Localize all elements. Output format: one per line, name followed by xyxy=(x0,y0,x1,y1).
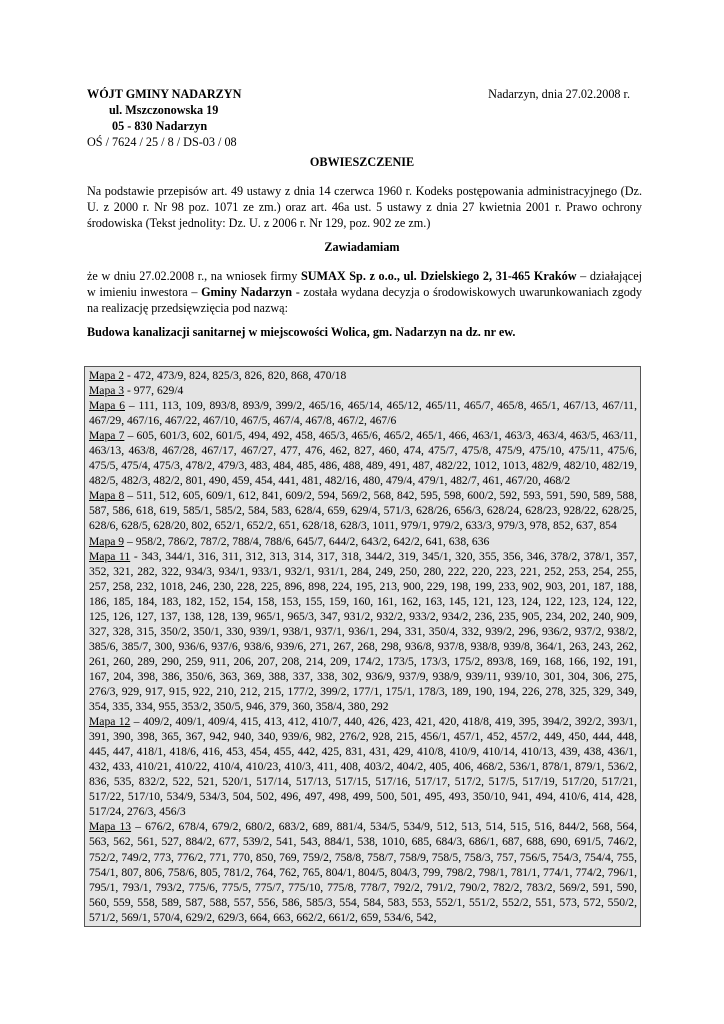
map-entry xyxy=(89,714,637,819)
document-title: OBWIESZCZENIE xyxy=(309,155,415,169)
map-parcels: – 111, 113, 109, 893/8, 893/9, 399/2, 465/16, 465/14, 465/12, 465/11, 465/7, 465/8, 465/1, 467/13, 467/11, 467/29, 467/16, 467/22, 467/10, 467/5, 467/4, 467/8, 467/2, 467/6 xyxy=(89,399,638,428)
map-parcels: – 511, 512, 605, 609/1, 612, 841, 609/2, 594, 569/2, 568, 842, 595, 598, 600/2, 592, 593, 591, 590, 589, 588, 587, 586, 618, 619, 585/1, 585/2, 584, 583, 628/4, 659, 629/4, 571/3, 628/26, 656/3, 628/24, 628/23, 928/22, 628/25, 628/6, 628/5, 628/20, 802, 652/1, 652/2, 651, 628/18, 628/3, 1011, 979/1, 979/2, 633/3, 979/3, 978, 852, 637, 854 xyxy=(89,489,637,533)
notice-text xyxy=(87,268,642,316)
map-label: Mapa 11 xyxy=(89,549,131,563)
issuer-street: ul. Mszczonowska 19 xyxy=(109,103,219,117)
parcel-list-box xyxy=(84,366,641,927)
map-label: Mapa 12 xyxy=(89,715,131,729)
issuer-block xyxy=(87,86,241,150)
map-label: Mapa 9 xyxy=(89,534,125,548)
map-entry xyxy=(89,534,637,549)
map-parcels: – 958/2, 786/2, 787/2, 788/4, 788/6, 645/7, 644/2, 643/2, 642/2, 641, 638, 636 xyxy=(124,534,490,548)
map-label: Mapa 6 xyxy=(89,399,126,413)
map-parcels: – 409/2, 409/1, 409/4, 415, 413, 412, 410/7, 440, 426, 423, 421, 420, 418/8, 419, 395, 394/2, 392/2, 393/1, 391, 390, 398, 365, 367, 942, 940, 340, 939/6, 982, 276/2, 928, 215, 456/1, 457/1, 452, 457/2, 449, 450, 444, 448, 445, 447, 418/1, 418/6, 416, 453, 454, 455, 442, 425, 831, 431, 429, 410/8, 410/9, 410/14, 410/13, 439, 438, 436/1, 432, 433, 410/21, 410/22, 410/4, 410/23, 410/3, 411, 408, 403/2, 404/2, 405, 406, 468/2, 536/1, 878/1, 879/1, 536/2, 836, 535, 832/2, 522, 521, 520/1, 517/14, 517/13, 517/15, 517/16, 517/17, 517/2, 517/5, 517/19, 517/20, 517/21, 517/22, 517/10, 534/9, 534/3, 504, 502, 496, 497, 498, 499, 500, 501, 495, 493, 350/10, 941, 494, 410/6, 414, 428, 517/24, 276/3, 456/3 xyxy=(89,715,638,819)
notice-part3: - została wydana decyzja o środowiskowych uwarunkowaniach zgody na realizację przedsięwzięcia pod nazwą: xyxy=(87,285,643,315)
map-entry xyxy=(89,428,637,488)
map-parcels: - 472, 473/9, 824, 825/3, 826, 820, 868, 470/18 xyxy=(124,369,347,382)
map-entry xyxy=(89,383,637,398)
map-label: Mapa 13 xyxy=(89,820,132,834)
notice-part2: – działającej w imieniu inwestora – xyxy=(87,269,642,299)
map-label: Mapa 7 xyxy=(89,429,125,443)
map-entry xyxy=(89,819,637,924)
map-parcels: - 343, 344/1, 316, 311, 312, 313, 314, 317, 318, 344/2, 319, 345/1, 320, 355, 356, 346, 378/2, 378/1, 357, 352, 321, 282, 322, 934/3, 934/1, 933/1, 932/1, 931/1, 284, 249, 250, 280, 222, 220, 223, 221, 252, 253, 254, 255, 257, 258, 232, 1018, 246, 230, 228, 225, 896, 898, 224, 195, 213, 900, 229, 198, 199, 233, 902, 903, 201, 187, 188, 186, 185, 184, 183, 182, 152, 154, 158, 153, 155, 159, 160, 161, 162, 163, 145, 121, 123, 124, 122, 123, 124, 122, 125, 126, 127, 137, 138, 128, 139, 965/1, 965/3, 347, 931/2, 932/2, 933/2, 934/2, 236, 235, 905, 234, 202, 240, 909, 327, 328, 315, 350/2, 350/1, 330, 939/1, 938/1, 937/1, 936/1, 294, 331, 350/4, 332, 939/2, 296, 936/2, 937/2, 938/2, 385/6, 385/7, 300, 936/6, 937/6, 938/6, 939/6, 271, 267, 268, 298, 936/8, 937/8, 938/8, 939/8, 364/1, 263, 243, 262, 261, 260, 289, 290, 259, 911, 206, 207, 208, 214, 209, 174/2, 173/5, 173/3, 175/2, 893/8, 169, 168, 166, 192, 191, 167, 204, 398, 386, 350/6, 363, 369, 388, 337, 338, 302, 936/9, 937/9, 938/9, 939/11, 939/10, 301, 304, 306, 275, 276/3, 929, 917, 915, 922, 210, 212, 215, 177/2, 399/2, 177/1, 175/1, 178/3, 189, 190, 194, 226, 278, 325, 329, 349, 354, 335, 334, 955, 353/2, 350/5, 946, 379, 360, 358/4, 380, 292 xyxy=(89,549,637,714)
legal-basis: Na podstawie przepisów art. 49 ustawy z dnia 14 czerwca 1960 r. Kodeks postępowania administracyjnego (Dz. U. z 2000 r. Nr 98 poz. 1071 ze zm.) oraz art. 46a ust. 5 ustawy z dnia 27 kwietnia 2001 r. Prawo ochrony środowiska (Tekst jednolity: Dz. U. z 2006 r. Nr 129, poz. 902 ze zm.) xyxy=(87,184,642,230)
issuer-authority: WÓJT GMINY NADARZYN xyxy=(87,87,242,101)
place-date: Nadarzyn, dnia 27.02.2008 r. xyxy=(488,87,630,101)
issuer-postal: 05 - 830 Nadarzyn xyxy=(112,119,208,133)
notice-part1: że w dniu 27.02.2008 r., na wniosek firmy xyxy=(87,269,301,283)
notice-company: SUMAX Sp. z o.o., ul. Dzielskiego 2, 31-465 Kraków xyxy=(300,269,577,283)
project-name: Budowa kanalizacji sanitarnej w miejscowości Wolica, gm. Nadarzyn na dz. nr ew. xyxy=(87,325,516,339)
map-label: Mapa 2 xyxy=(89,369,125,382)
map-parcels: - 977, 629/4 xyxy=(124,384,184,398)
map-label: Mapa 3 xyxy=(89,384,125,398)
map-parcels: – 676/2, 678/4, 679/2, 680/2, 683/2, 689, 881/4, 534/5, 534/9, 512, 513, 514, 515, 516, 844/2, 568, 564, 563, 562, 561, 527, 884/2, 677, 539/2, 541, 543, 884/1, 538, 1010, 685, 684/3, 686/1, 687, 688, 690, 691/5, 746/2, 752/2, 749/2, 773, 776/2, 771, 770, 850, 769, 759/2, 758/8, 758/7, 758/9, 758/5, 758/3, 757, 756/5, 754/3, 754/4, 755, 754/1, 807, 806, 758/6, 805, 781/2, 764, 762, 765, 804/1, 804/5, 804/3, 799, 798/2, 798/1, 781/1, 774/1, 774/2, 796/1, 795/1, 793/1, 793/2, 775/6, 775/5, 775/7, 775/10, 775/8, 778/7, 792/2, 791/2, 790/2, 782/2, 783/2, 569/2, 591, 590, 560, 559, 558, 589, 587, 588, 557, 556, 586, 585/3, 554, 584, 583, 553, 552/1, 551/2, 552/2, 551, 573, 572, 550/2, 571/2, 569/1, 570/4, 629/2, 629/3, 664, 663, 662/2, 661/2, 659, 534/6, 542, xyxy=(89,820,638,924)
map-entry xyxy=(89,488,637,533)
notice-heading: Zawiadamiam xyxy=(324,240,400,254)
map-entry xyxy=(89,368,637,383)
map-entry xyxy=(89,549,637,715)
reference-number: OŚ / 7624 / 25 / 8 / DS-03 / 08 xyxy=(87,135,237,149)
map-entry xyxy=(89,398,637,428)
notice-investor: Gminy Nadarzyn xyxy=(201,285,293,299)
map-parcels: – 605, 601/3, 602, 601/5, 494, 492, 458, 465/3, 465/6, 465/2, 465/1, 466, 463/1, 463/3, 463/4, 463/5, 463/11, 463/13, 463/8, 467/28, 467/17, 467/27, 477, 476, 462, 827, 460, 474, 475/7, 475/8, 475/9, 475/10, 475/11, 475/6, 475/5, 475/4, 475/3, 478/2, 479/3, 483, 484, 485, 486, 488, 489, 491, 487, 482/22, 1012, 1013, 482/9, 482/10, 482/19, 482/5, 482/3, 482/2, 801, 490, 459, 454, 441, 481, 482/16, 480, 479/4, 479/1, 482/7, 461, 467/20, 468/2 xyxy=(89,429,638,488)
map-label: Mapa 8 xyxy=(89,489,125,503)
